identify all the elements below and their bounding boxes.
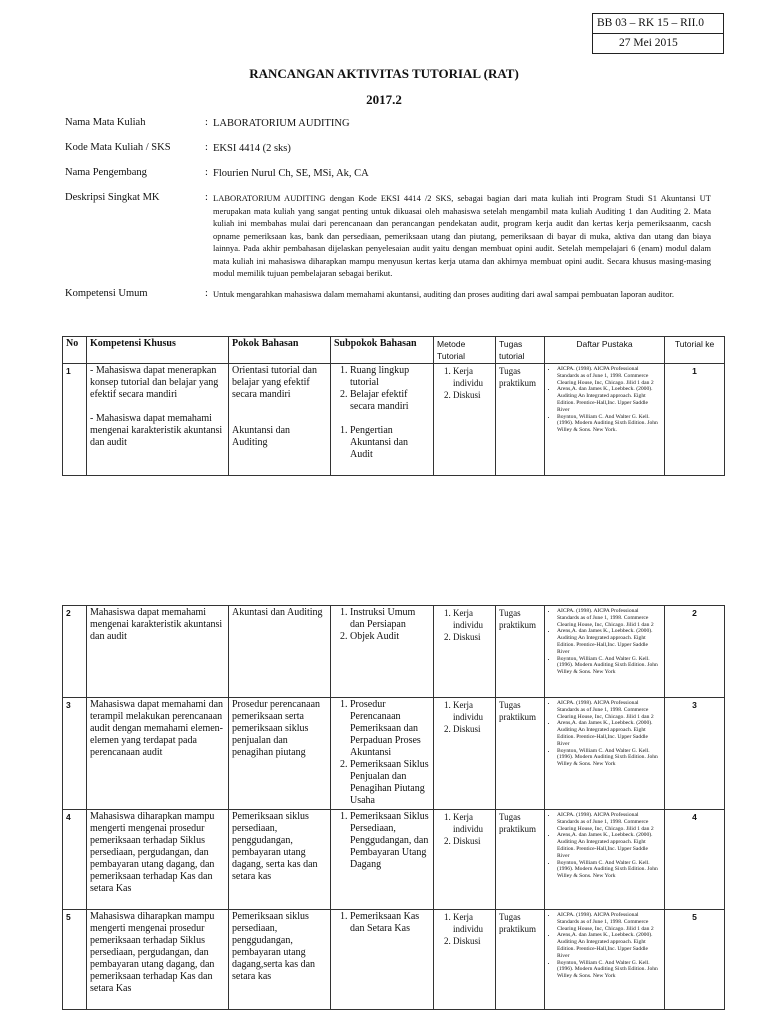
- tutorial-table-part-2: [62, 605, 725, 1010]
- row-pustaka: • AICPA. (1998). AICPA Professional Standards as of June 1, 1998. Commerce Clearing House, Inc, Chicago. Jilid 1 dan 2 • Arens,A. dan James K., Loebbeck. (2000). Auditing An Integrated approach. Eight Edition. Prentice-Hall,Inc. Upper Saddle River • Boynton, William C. And Walter G. Kell. (1996). Modern Auditing Sixth Edition. John Willey & Sons. New York: [545, 910, 665, 1010]
- row-number: 1: [63, 364, 87, 476]
- row-subpokok: 1. Instruksi Umum dan Persiapan 2. Objek Audit: [331, 606, 434, 698]
- row-number: 4: [63, 810, 87, 910]
- meta-value: Flourien Nurul Ch, SE, MSi, Ak, CA: [213, 168, 369, 179]
- row-kompetensi: Mahasiswa diharapkan mampu mengerti mengenai prosedur pemeriksaan terhadap Siklus persediaan, pergudangan, dan pembayaran utang dagang, dan pemeriksaan terhadap Kas dan setara Kas: [87, 810, 229, 910]
- row-pokok: Orientasi tutorial dan belajar yang efektif secara mandiri Akuntansi dan Auditing: [229, 364, 331, 476]
- meta-label: Kompetensi Umum: [65, 287, 148, 299]
- row-tutorial: 3: [665, 698, 725, 810]
- row-number: 5: [63, 910, 87, 1010]
- row-pustaka: • AICPA. (1998). AICPA Professional Standards as of June 1, 1998. Commerce Clearing House, Inc, Chicago. Jilid 1 dan 2 • Arens,A. dan James K., Loebbeck. (2000). Auditing An Integrated approach. Eight Edition. Prentice-Hall,Inc. Upper Saddle River • Boynton, William C. And Walter G. Kell. (1996). Modern Auditing Sixth Edition. John Willey & Sons. New York.: [545, 364, 665, 476]
- document-code: BB 03 – RK 15 – RII.0: [597, 17, 705, 29]
- meta-label: Kode Mata Kuliah / SKS: [65, 142, 171, 153]
- table-header-row: [63, 337, 725, 364]
- row-metode: 1. Kerja individu 2. Diskusi: [434, 810, 496, 910]
- row-tugas: Tugas praktikum: [496, 606, 545, 698]
- meta-row: Nama Mata Kuliah : LABORATORIUM AUDITING: [65, 117, 711, 130]
- col-header-metode: Metode Tutorial: [434, 337, 496, 364]
- col-header-kompetensi: Kompetensi Khusus: [87, 337, 229, 364]
- meta-row: Deskripsi Singkat MK : LABORATORIUM AUDITING dengan Kode EKSI 4414 /2 SKS, sebagai bagian dari mata kuliah inti Program Studi S1 Akuntansi UT merupakan mata kuliah yang sangat penting untuk dikuasai oleh mahasiswa setelah mengambil mata kuliah Auditing 1 dan Auditing 2. Mata kuliah ini membahas mulai dari perencanaan dan perancangan pendekatan audit, program kerja audit dan kertas kerja pemeriksaanm, cacsh opname pemeriksaan kas, bank dan persediaan, pemeriksaan utang dan piutang, pemeriksaan di bayar di muka, aktiva dan utang dan biaya lainnya. Pada akhir pembahasan dijelaskan penyelesaian audit yaitu dengan membuat opini audit. Setelah mempelajari 6 (enam) modul dalam mata kuliah ini mahasiswa diharapkan mampu menyusun kertas kerja utama dan akhirnya membuat opini audit. Secara khusus masing-masing modul memilik tujuan pembelajaran sebagai berikut.: [65, 192, 711, 278]
- meta-label: Deskripsi Singkat MK: [65, 192, 160, 203]
- row-tugas: Tugas praktikum: [496, 364, 545, 476]
- row-subpokok: 1. Pemeriksaan Siklus Persediaan, Penggudangan, dan Pembayaran Utang Dagang: [331, 810, 434, 910]
- document-reference-box: [592, 13, 724, 54]
- row-kompetensi: Mahasiswa dapat memahami mengenai karakteristik akuntansi dan audit: [87, 606, 229, 698]
- row-number: 3: [63, 698, 87, 810]
- row-pustaka: • AICPA. (1998). AICPA Professional Standards as of June 1, 1998. Commerce Clearing House, Inc, Chicago. Jilid 1 dan 2 • Arens,A. dan James K., Loebbeck. (2000). Auditing An Integrated approach. Eight Edition. Prentice-Hall,Inc. Upper Saddle River • Boynton, William C. And Walter G. Kell. (1996). Modern Auditing Sixth Edition. John Willey & Sons. New York: [545, 698, 665, 810]
- row-pokok: Akuntasi dan Auditing: [229, 606, 331, 698]
- row-pokok: Prosedur perencanaan pemeriksaan serta pemeriksaan siklus penjualan dan penagihan piutang: [229, 698, 331, 810]
- meta-value: EKSI 4414 (2 sks): [213, 143, 291, 154]
- row-pustaka: • AICPA. (1998). AICPA Professional Standards as of June 1, 1998. Commerce Clearing House, Inc, Chicago. Jilid 1 dan 2 • Arens,A. dan James K., Loebbeck. (2000). Auditing An Integrated approach. Eight Edition. Prentice-Hall,Inc. Upper Saddle River • Boynton, William C. And Walter G. Kell. (1996). Modern Auditing Sixth Edition. John Willey & Sons. New York: [545, 606, 665, 698]
- meta-label: Nama Mata Kuliah: [65, 117, 146, 128]
- row-tugas: Tugas praktikum: [496, 910, 545, 1010]
- row-metode: 1. Kerja individu 2. Diskusi: [434, 910, 496, 1010]
- table-row: [63, 606, 725, 698]
- row-tugas: Tugas praktikum: [496, 698, 545, 810]
- table-row: [63, 698, 725, 810]
- row-metode: 1. Kerja individu 2. Diskusi: [434, 364, 496, 476]
- row-tutorial: 4: [665, 810, 725, 910]
- col-header-no: No: [63, 337, 87, 364]
- course-description: LABORATORIUM AUDITING dengan Kode EKSI 4414 /2 SKS, sebagai bagian dari mata kuliah inti Program Studi S1 Akuntansi UT merupakan mata kuliah yang sangat penting untuk dikuasai oleh mahasiswa setelah mengambil mata kuliah Auditing 1 dan Auditing 2. Mata kuliah ini membahas mulai dari perencanaan dan perancangan pendekatan audit, program kerja audit dan kertas kerja pemeriksaanm, cacsh opname pemeriksaan kas, bank dan persediaan, pemeriksaan utang dan piutang, pemeriksaan di bayar di muka, aktiva dan utang dan biaya lainnya. Pada akhir pembahasan dijelaskan penyelesaian audit yaitu dengan membuat opini audit. Setelah mempelajari 6 (enam) modul dalam mata kuliah ini mahasiswa diharapkan mampu menyusun kertas kerja utama dan akhirnya membuat opini audit. Secara khusus masing-masing modul memilik tujuan pembelajaran sebagai berikut.: [213, 193, 711, 278]
- col-header-subpokok: Subpokok Bahasan: [331, 337, 434, 364]
- row-pokok: Pemeriksaan siklus persediaan, penggudangan, pembayaran utang dagang,serta kas dan setara kas: [229, 910, 331, 1010]
- col-header-tugas: Tugas tutorial: [496, 337, 545, 364]
- row-tutorial: 2: [665, 606, 725, 698]
- row-tugas: Tugas praktikum: [496, 810, 545, 910]
- tutorial-table-part-1: [62, 336, 725, 476]
- row-kompetensi: Mahasiswa dapat memahami dan terampil melakukan perencanaan audit dengan memahami elemen-elemen yang terdapat pada perencanaan audit: [87, 698, 229, 810]
- meta-value: LABORATORIUM AUDITING: [213, 118, 350, 129]
- row-subpokok: 1. Ruang lingkup tutorial 2. Belajar efektif secara mandiri 1. Pengertian Akuntansi dan Audit: [331, 364, 434, 476]
- row-tutorial: 1: [665, 364, 725, 476]
- table-row: [63, 910, 725, 1010]
- row-number: 2: [63, 606, 87, 698]
- meta-label: Nama Pengembang: [65, 167, 147, 178]
- table-row: [63, 810, 725, 910]
- row-metode: 1. Kerja individu 2. Diskusi: [434, 698, 496, 810]
- row-subpokok: 1. Prosedur Perencanaan Pemeriksaan dan Perpaduan Proses Akuntansi 2. Pemeriksaan Siklus Penjualan dan Penagihan Piutang Usaha: [331, 698, 434, 810]
- row-kompetensi: Mahasiswa diharapkan mampu mengerti mengenai prosedur pemeriksaan terhadap Siklus persediaan, pergudangan, dan pembayaran utang dagang, dan pemeriksaan terhadap Kas dan setara Kas: [87, 910, 229, 1010]
- col-header-pokok: Pokok Bahasan: [229, 337, 331, 364]
- row-pustaka: • AICPA. (1998). AICPA Professional Standards as of June 1, 1998. Commerce Clearing House, Inc, Chicago. Jilid 1 dan 2 • Arens,A. dan James K., Loebbeck. (2000). Auditing An Integrated approach. Eight Edition. Prentice-Hall,Inc. Upper Saddle River • Boynton, William C. And Walter G. Kell. (1996). Modern Auditing Sixth Edition. John Willey & Sons. New York: [545, 810, 665, 910]
- course-meta: [65, 117, 711, 308]
- general-competency: Untuk mengarahkan mahasiswa dalam memahami akuntansi, auditing dan proses auditing dari awal sampai pembuatan laporan auditor.: [213, 288, 674, 299]
- row-kompetensi: - Mahasiswa dapat menerapkan konsep tutorial dan belajar yang efektif secara mandiri - Mahasiswa dapat memahami mengenai karakteristik akuntansi dan audit: [87, 364, 229, 476]
- document-year: 2017.2: [366, 92, 402, 107]
- col-header-pustaka: Daftar Pustaka: [545, 337, 665, 364]
- document-title: RANCANGAN AKTIVITAS TUTORIAL (RAT): [249, 66, 519, 81]
- meta-row: Kompetensi Umum : Untuk mengarahkan mahasiswa dalam memahami akuntansi, auditing dan proses auditing dari awal sampai pembuatan laporan auditor.: [65, 288, 711, 301]
- document-date: 27 Mei 2015: [593, 33, 723, 53]
- row-tutorial: 5: [665, 910, 725, 1010]
- meta-row: Nama Pengembang : Flourien Nurul Ch, SE, MSi, Ak, CA: [65, 167, 711, 180]
- meta-row: Kode Mata Kuliah / SKS : EKSI 4414 (2 sks): [65, 142, 711, 155]
- row-metode: 1. Kerja individu 2. Diskusi: [434, 606, 496, 698]
- col-header-tutorial: Tutorial ke: [665, 337, 725, 364]
- row-subpokok: 1. Pemeriksaan Kas dan Setara Kas: [331, 910, 434, 1010]
- row-pokok: Pemeriksaan siklus persediaan, penggudangan, pembayaran utang dagang, serta kas dan setara kas: [229, 810, 331, 910]
- table-row: [63, 364, 725, 476]
